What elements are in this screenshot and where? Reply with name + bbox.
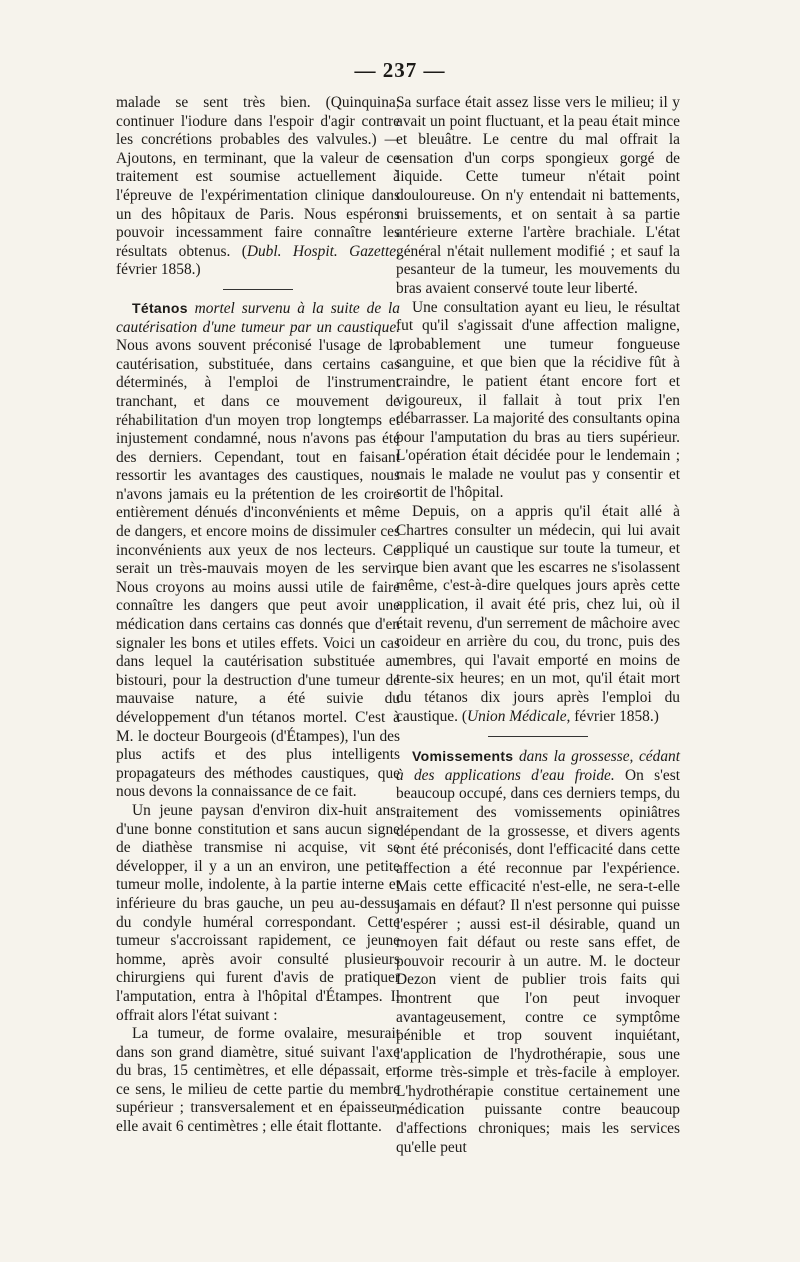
left-column (116, 94, 400, 1137)
article-lead: Vomissements (412, 748, 514, 765)
paragraph: Sa surface était assez lisse vers le milieu; il y avait un point fluctuant, et la peau était mince et bleuâtre. Le centre du mal offrait la sensation d'un corps spongieux gorgé de liquide. Cette tumeur n'était point douloureuse. On n'y entendait ni battements, ni bruissements, et on sentait à sa partie antérieure externe l'artère brachiale. L'état général n'était nullement modifié ; et sauf la pesanteur de la tumeur, les mouvements du bras avaient conservé toute leur liberté. (396, 94, 680, 297)
paragraph (116, 94, 400, 280)
article-lead: Tétanos (132, 299, 188, 316)
paragraph (396, 503, 680, 726)
citation-date: février 1858.) (570, 707, 659, 725)
article-body: On s'est beaucoup occupé, dans ces derniers temps, du traitement des vomissements opiniâtres dépendant de la grossesse, et divers agents ont été préconisés, dont l'efficacité dans cette affection a été reconnue par l'expérience. Mais cette efficacité n'est-elle, ne sera-t-elle jamais en défaut? Il n'est personne qui puisse l'espérer ; aussi est-il désirable, quand un moyen fait défaut ou reste sans effet, de pouvoir recourir à un autre. M. le docteur Dezon vient de publier trois faits qui montrent que l'on peut invoquer avantageusement, contre ce symptôme pénible et trop souvent inquiétant, l'application de l'hydrothérapie, sous une forme très-simple et très-facile à employer. L'hydrothérapie constitue certainement une médication puissante contre beaucoup d'affections chroniques; mais les services qu'elle peut (396, 766, 680, 1156)
article-body: Nous avons souvent préconisé l'usage de la cautérisation, substituée, dans certains cas déterminés, à l'emploi de l'instrument tranchant, et dans ce mouvement de réhabilitation d'un moyen trop longtemps et injustement condamné, nous n'avons pas été des derniers. Cependant, tout en faisant ressortir les avantages des caustiques, nous n'avons jamais eu la prétention de les croire entièrement dénués d'inconvénients et même de dangers, et encore moins de dissimuler ces inconvénients aux yeux de nos lecteurs. Ce serait un très-mauvais moyen de les servir. Nous croyons au moins aussi utile de faire connaître les dangers que peut avoir une médication dans certains cas donnés que d'en signaler les bons et utiles effets. Voici un cas dans lequel la cautérisation substituée au bistouri, pour la destruction d'une tumeur de mauvaise nature, a été suivie du développement d'un tétanos mortel. C'est à M. le docteur Bourgeois (d'Étampes), l'un des plus actifs et des plus intelligents propagateurs des méthodes caustiques, que nous devons la connaissance de ce fait. (116, 337, 400, 801)
right-column (396, 94, 680, 1157)
section-divider (488, 736, 588, 737)
article-vomissements (396, 747, 680, 1157)
page-number: — 237 — (354, 58, 446, 82)
article-title: mortel survenu à la suite de la cautérisation d'une tumeur par un caustique. (116, 299, 400, 336)
paragraph: La tumeur, de forme ovalaire, mesurait dans son grand diamètre, situé suivant l'axe du bras, 15 centimètres, et elle dépassait, en ce sens, le milieu de cette partie du membre supérieur ; transversalement et en épaisseur, elle avait 6 centimètres ; elle était flottante. (116, 1025, 400, 1136)
section-divider (223, 289, 293, 290)
source-citation: Dubl. Hospit. Gazette, (246, 242, 400, 260)
article-tetanos (116, 299, 400, 802)
paragraph: Une consultation ayant eu lieu, le résultat fut qu'il s'agissait d'une affection maligne, probablement une tumeur fongueuse sanguine, et que bien que la récidive fût à craindre, le patient étant encore fort et vigoureux, il fallait à tout prix l'en débarrasser. La majorité des consultants opina pour l'amputation du bras au tiers supérieur. L'opération était décidée pour le lendemain ; mais le malade ne voulut pas y consentir et sortit de l'hôpital. (396, 298, 680, 502)
paragraph: Un jeune paysan d'environ dix-huit ans, d'une bonne constitution et sans aucun signe de diathèse transmise ni acquise, vit se développer, il y a un an environ, une petite tumeur molle, indolente, à la partie interne et inférieure du bras gauche, un peu au-dessus du condyle huméral correspondant. Cette tumeur s'accroissant rapidement, ce jeune homme, après avoir consulté plusieurs chirurgiens qui furent d'avis de pratiquer l'amputation, entra à l'hôpital d'Étampes. Il offrait alors l'état suivant : (116, 801, 400, 1024)
article-title: dans la grossesse, cédant à des applications d'eau froide. (396, 748, 680, 784)
citation-date: février 1858.) (116, 261, 201, 279)
source-citation: Union Médicale, (466, 707, 571, 725)
paragraph-text: malade se sent très bien. (Quinquina; continuer l'iodure dans l'espoir d'agir contre les concrétions probables des valvules.) — Ajoutons, en terminant, que la valeur de ce traitement est soumise actuellement à l'épreuve de l'expérimentation clinique dans un des hôpitaux de Paris. Nous espérons pouvoir incessamment faire connaître les résultats obtenus. ( (116, 94, 400, 260)
paragraph-text: Depuis, on a appris qu'il était allé à Chartres consulter un médecin, qui lui avait appliqué un caustique sur toute la tumeur, et que bien avant que les escarres ne s'isolassent même, c'est-à-dire quelques jours après cette application, il avait été pris, chez lui, où il était revenu, d'un serrement de mâchoire avec roideur en arrière du cou, du tronc, puis des membres, qui l'avait emporté en moins de trente-six heures; en un mot, qu'il était mort du tétanos dix jours après l'emploi du caustique. ( (396, 503, 680, 725)
